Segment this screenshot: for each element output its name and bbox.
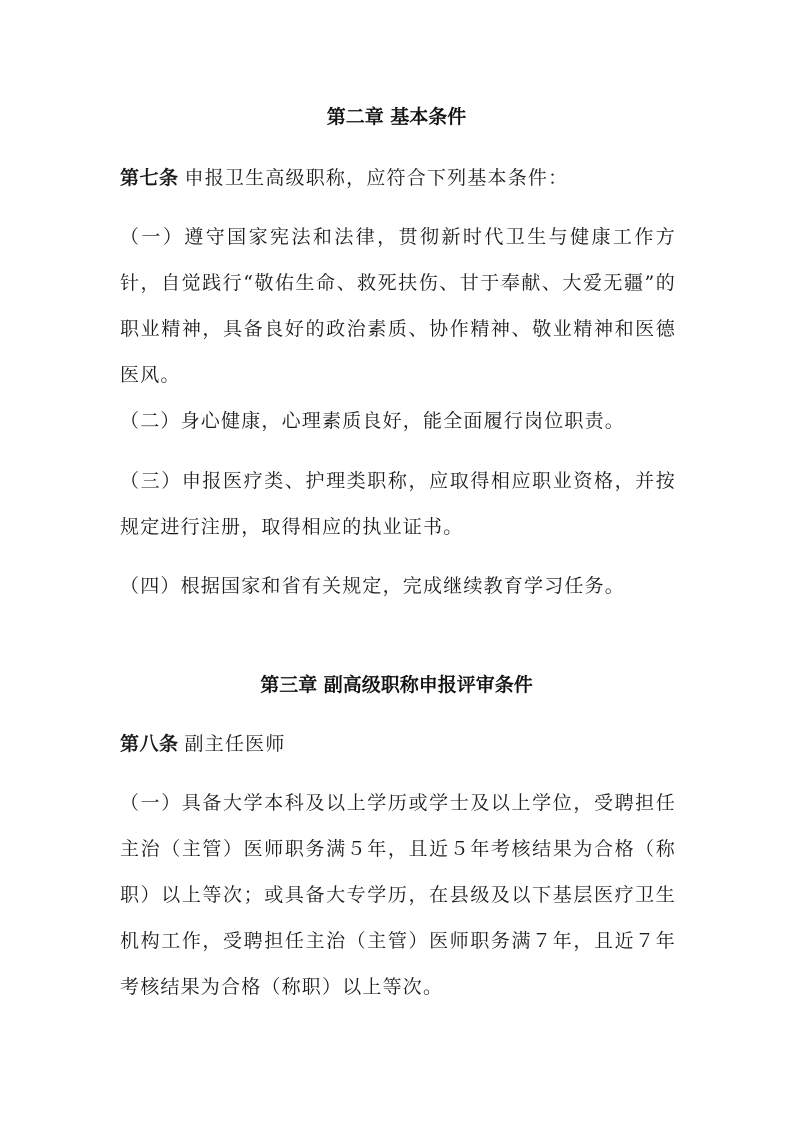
article-7-text: 申报卫生高级职称，应符合下列基本条件： (184, 167, 569, 189)
chapter-2-item-2: （二）身心健康，心理素质良好，能全面履行岗位职责。 (120, 410, 626, 432)
article-7 (120, 155, 676, 201)
article-8-label: 第八条 (120, 733, 179, 755)
chapter-2-title: 第二章 基本条件 (326, 106, 467, 128)
chapter-2-item-3: （三）申报医疗类、护理类职称，应取得相应职业资格，并按规定进行注册，取得相应的执业证书。 (120, 470, 676, 538)
chapter-2-item-4: （四）根据国家和省有关规定，完成继续教育学习任务。 (120, 575, 626, 597)
article-8 (120, 721, 676, 767)
article-8-text: 副主任医师 (184, 733, 286, 755)
chapter-2-item-1: （一）遵守国家宪法和法律，贯彻新时代卫生与健康工作方针，自觉践行“敬佑生命、救死扶伤、甘于奉献、大爱无疆”的职业精神，具备良好的政治素质、协作精神、敬业精神和医德医风。 (120, 226, 676, 386)
article-7-label: 第七条 (120, 167, 179, 189)
chapter-3-item-1: （一）具备大学本科及以上学历或学士及以上学位，受聘担任主治（主管）医师职务满５年，且近５年考核结果为合格（称职）以上等次；或具备大专学历，在县级及以下基层医疗卫生机构工作，受聘担任主治（主管）医师职务满７年，且近７年考核结果为合格（称职）以上等次。 (120, 792, 676, 998)
chapter-3-title: 第三章 副高级职称申报评审条件 (260, 674, 533, 696)
